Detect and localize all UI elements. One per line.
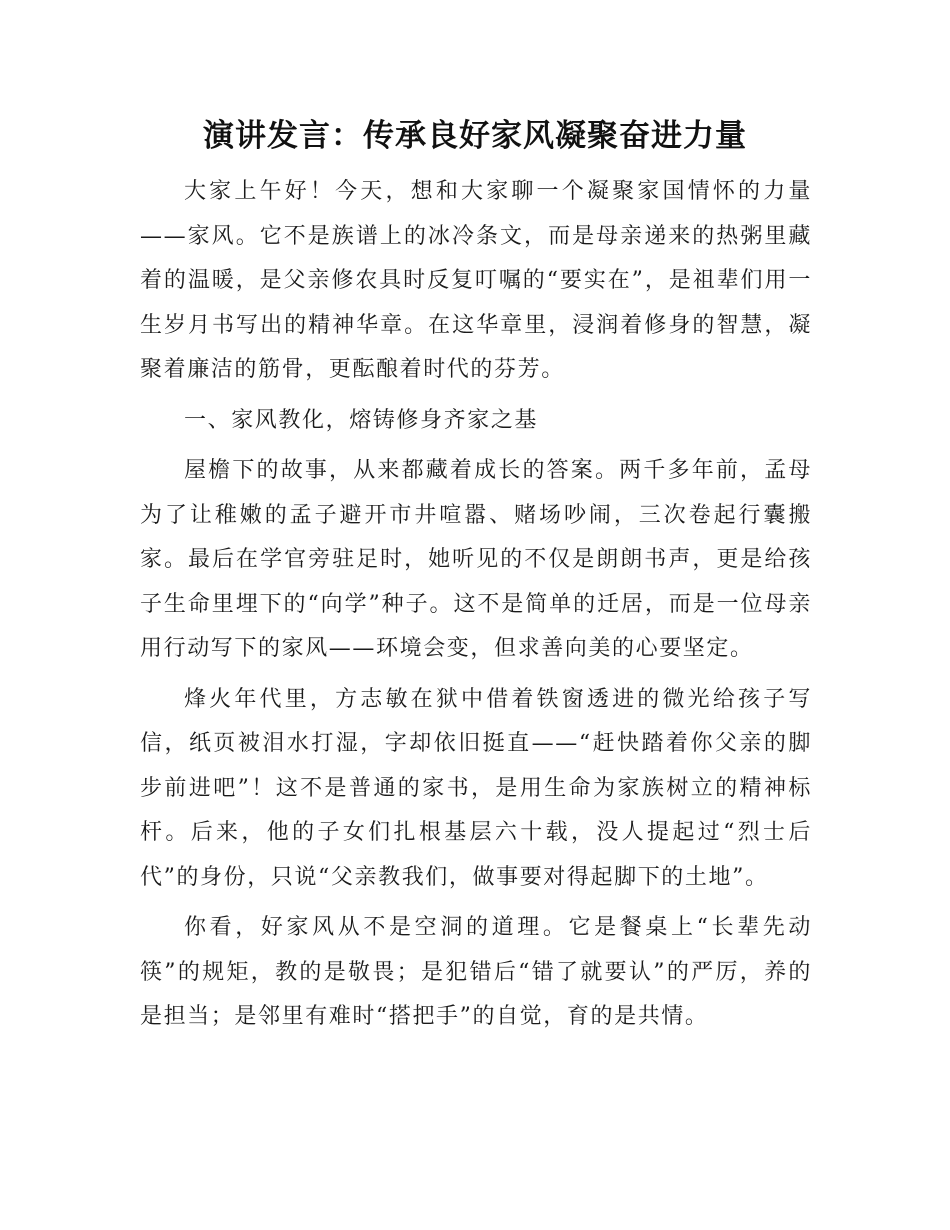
paragraph-fang-zhimin: 烽火年代里，方志敏在狱中借着铁窗透进的微光给孩子写信，纸页被泪水打湿，字却依旧挺直——“赶快踏着你父亲的脚步前进吧”！这不是普通的家书，是用生命为家族树立的精神标杆。后来，他的子女们扎根基层六十载，没人提起过“烈士后代”的身份，只说“父亲教我们，做事要对得起脚下的土地”。: [140, 686, 812, 890]
document-title: 演讲发言：传承良好家风凝聚奋进力量: [203, 118, 747, 154]
document-body: [140, 170, 812, 1040]
paragraph-intro: 大家上午好！今天，想和大家聊一个凝聚家国情怀的力量——家风。它不是族谱上的冰冷条文，而是母亲递来的热粥里藏着的温暖，是父亲修农具时反复叮嘱的“要实在”，是祖辈们用一生岁月书写出的精神华章。在这华章里，浸润着修身的智慧，凝聚着廉洁的筋骨，更酝酿着时代的芬芳。: [140, 179, 812, 382]
paragraph-mencius: 屋檐下的故事，从来都藏着成长的答案。两千多年前，孟母为了让稚嫩的孟子避开市井喧嚣、赌场吵闹，三次卷起行囊搬家。最后在学官旁驻足时，她听见的不仅是朗朗书声，更是给孩子生命里埋下的“向学”种子。这不是简单的迁居，而是一位母亲用行动写下的家风——环境会变，但求善向美的心要坚定。: [140, 458, 812, 661]
section-heading: 一、家风教化，熔铸修身齐家之基: [184, 407, 539, 433]
paragraph-conclusion: 你看，好家风从不是空洞的道理。它是餐桌上“长辈先动筷”的规矩，教的是敬畏；是犯错后“错了就要认”的严厉，养的是担当；是邻里有难时“搭把手”的自觉，育的是共情。: [140, 915, 812, 1029]
